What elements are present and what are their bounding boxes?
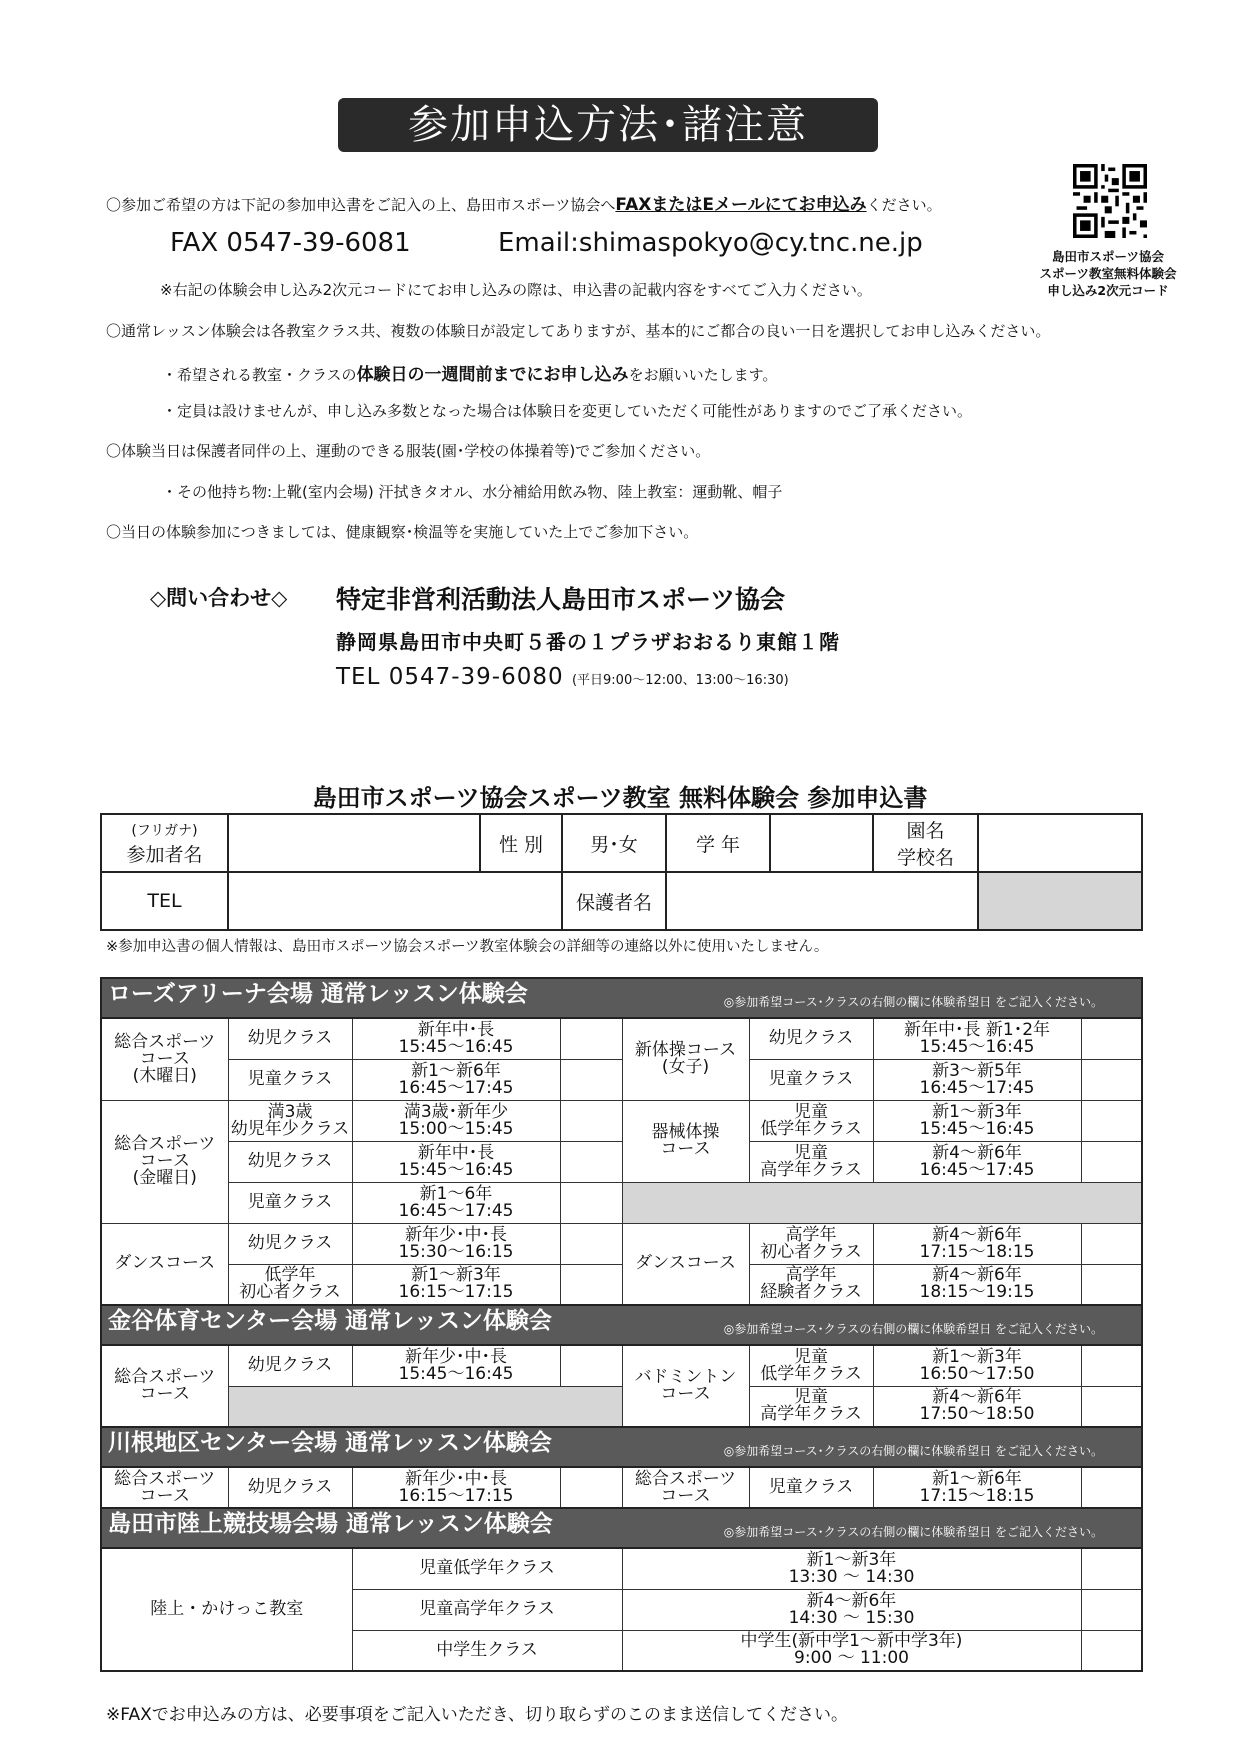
class-line: 児童 [794, 1387, 828, 1408]
class-name [228, 1100, 352, 1141]
course-name: 陸上・かけっこ教室 [101, 1548, 352, 1671]
course-name [622, 1100, 749, 1182]
class-line: 初心者クラス [760, 1241, 862, 1262]
class-time [352, 1018, 560, 1059]
class-name: 児童クラス [228, 1059, 352, 1100]
section-note: ◎参加希望コース･クラスの右側の欄に体験希望日 をご記入ください。 [723, 1321, 1104, 1336]
qr-caption [1018, 248, 1198, 299]
section-title: ローズアリーナ会場 通常レッスン体験会 [108, 980, 528, 1007]
class-time [352, 1100, 560, 1141]
section-header [101, 978, 1142, 1018]
class-time [622, 1589, 1081, 1630]
class-time [873, 1264, 1081, 1305]
class-line: 初心者クラス [239, 1282, 341, 1303]
course-line: 総合スポーツ [114, 1367, 216, 1387]
grade-label: 学 年 [666, 814, 770, 872]
class-hours: 15:45～16:45 [398, 1036, 514, 1057]
instruction-line [162, 360, 777, 385]
section-header [101, 1427, 1142, 1467]
gender-label: 性 別 [480, 814, 562, 872]
class-time [352, 1182, 560, 1223]
class-line: 児童 [794, 1101, 828, 1122]
class-hours: 16:15～17:15 [398, 1282, 514, 1303]
class-hours: 16:15～17:15 [398, 1485, 514, 1506]
class-time [352, 1141, 560, 1182]
date-field[interactable] [560, 1264, 622, 1305]
course-line: (木曜日) [132, 1065, 197, 1086]
class-grade: 新4～新6年 [932, 1142, 1022, 1163]
class-hours: 15:45～16:45 [398, 1159, 514, 1180]
class-time [873, 1345, 1081, 1386]
shaded-cell [978, 872, 1142, 930]
class-time [873, 1223, 1081, 1264]
section-title: 川根地区センター会場 通常レッスン体験会 [108, 1429, 552, 1456]
date-field[interactable] [1081, 1630, 1142, 1671]
class-line: 児童 [794, 1142, 828, 1163]
class-hours: 9:00 ～ 11:00 [794, 1648, 909, 1669]
course-line: コース [139, 1151, 190, 1171]
course-name [101, 1467, 228, 1508]
class-line: 児童 [794, 1346, 828, 1367]
schedule-table [100, 977, 1143, 1672]
class-grade: 満3歳･新年少 [403, 1101, 509, 1122]
course-line: 器械体操 [651, 1122, 720, 1142]
class-time [352, 1345, 560, 1386]
date-field[interactable] [1081, 1223, 1142, 1264]
tel-field[interactable] [228, 872, 562, 930]
date-field[interactable] [1081, 1059, 1142, 1100]
name-label [101, 814, 228, 872]
class-line: 幼児年少クラス [230, 1118, 350, 1139]
class-line: 満3歳 [267, 1101, 313, 1122]
course-name [101, 1100, 228, 1223]
contact-tel [336, 664, 789, 690]
instruction-text-end: ください。 [866, 196, 942, 214]
class-name [749, 1386, 873, 1427]
class-line: 高学年クラス [760, 1159, 862, 1180]
course-name [101, 1018, 228, 1100]
course-line: (金曜日) [132, 1168, 197, 1188]
date-field[interactable] [1081, 1141, 1142, 1182]
qr-caption-line: スポーツ教室無料体験会 [1039, 266, 1177, 281]
class-name [749, 1264, 873, 1305]
date-field[interactable] [1081, 1345, 1142, 1386]
school-label-line: 園名 [906, 820, 945, 842]
qr-caption-line: 申し込み2次元コード [1047, 283, 1169, 298]
course-line: 総合スポーツ [114, 1134, 216, 1154]
class-grade: 新4～新6年 [932, 1265, 1022, 1286]
class-time [873, 1059, 1081, 1100]
qr-note: ※右記の体験会申し込み2次元コードにてお申し込みの際は、申込書の記載内容をすべてご入力ください。 [160, 281, 872, 299]
furigana-label: (フリガナ) [131, 822, 198, 839]
instruction-line: ・その他持ち物:上靴(室内会場) 汗拭きタオル、水分補給用飲み物、陸上教室：運動靴、帽子 [162, 483, 783, 501]
class-time [873, 1100, 1081, 1141]
class-hours: 16:45～17:45 [919, 1077, 1035, 1098]
class-grade: 新1～新3年 [932, 1346, 1022, 1367]
class-line: 低学年クラス [760, 1363, 862, 1384]
section-title: 金谷体育センター会場 通常レッスン体験会 [108, 1307, 552, 1334]
class-name: 幼児クラス [228, 1345, 352, 1386]
instruction-line: 〇体験当日は保護者同伴の上、運動のできる服装(園･学校の体操着等)でご参加ください。 [106, 442, 711, 460]
school-label-line: 学校名 [896, 847, 954, 869]
course-line: コース [660, 1384, 711, 1404]
form-title: 島田市スポーツ協会スポーツ教室 無料体験会 参加申込書 [312, 784, 928, 812]
class-grade: 新年少･中･長 [405, 1468, 507, 1489]
instruction-text: 〇参加ご希望の方は下記の参加申込書をご記入の上、島田市スポーツ協会へ [106, 196, 616, 214]
class-name: 幼児クラス [228, 1018, 352, 1059]
date-field[interactable] [560, 1223, 622, 1264]
class-grade: 新年少･中･長 [405, 1346, 507, 1367]
instruction-line: 〇通常レッスン体験会は各教室クラス共、複数の体験日が設定してありますが、基本的にご都合の良い一日を選択してお申し込みください。 [106, 322, 1051, 340]
date-field[interactable] [1081, 1264, 1142, 1305]
class-hours: 15:45～16:45 [919, 1036, 1035, 1057]
date-field[interactable] [560, 1141, 622, 1182]
class-time [352, 1059, 560, 1100]
class-hours: 15:45～16:45 [919, 1118, 1035, 1139]
school-field[interactable] [978, 814, 1142, 872]
shaded-cell [228, 1386, 622, 1427]
instruction-line: ・定員は設けませんが、申し込み多数となった場合は体験日を変更していただく可能性がありますのでご了承ください。 [162, 402, 973, 420]
date-field[interactable] [1081, 1386, 1142, 1427]
class-hours: 15:45～16:45 [398, 1363, 514, 1384]
class-name: 児童高学年クラス [352, 1589, 622, 1630]
class-hours: 15:00～15:45 [398, 1118, 514, 1139]
instruction-emphasis: FAXまたはEメールにてお申込み [615, 195, 867, 215]
class-grade: 新3～新5年 [932, 1060, 1022, 1081]
qr-caption-line: 島田市スポーツ協会 [1051, 249, 1164, 264]
application-form [100, 813, 1143, 931]
date-field[interactable] [560, 1100, 622, 1141]
section-title: 島田市陸上競技場会場 通常レッスン体験会 [108, 1510, 553, 1537]
participant-label: 参加者名 [126, 843, 203, 866]
course-name [622, 1018, 749, 1100]
class-grade: 中学生(新中学1～新中学3年) [740, 1631, 963, 1652]
class-hours: 14:30 ～ 15:30 [788, 1607, 915, 1628]
course-line: コース [660, 1485, 711, 1506]
class-name: 児童クラス [228, 1182, 352, 1223]
guardian-field[interactable] [666, 872, 978, 930]
class-name [749, 1345, 873, 1386]
section-header [101, 1305, 1142, 1345]
date-field[interactable] [1081, 1589, 1142, 1630]
privacy-note: ※参加申込書の個人情報は、島田市スポーツ協会スポーツ教室体験会の詳細等の連絡以外に使用いたしません。 [106, 939, 829, 955]
class-grade: 新4～新6年 [932, 1387, 1022, 1408]
class-grade: 新年中･長 [417, 1019, 495, 1040]
class-time [873, 1467, 1081, 1508]
class-grade: 新1～新3年 [806, 1549, 897, 1570]
class-name: 幼児クラス [749, 1018, 873, 1059]
class-hours: 16:45～17:45 [919, 1159, 1035, 1180]
class-time [352, 1264, 560, 1305]
class-grade: 新年中･長 [417, 1142, 495, 1163]
class-grade: 新1～新6年 [411, 1060, 501, 1081]
class-hours: 16:50～17:50 [919, 1363, 1035, 1384]
class-name: 幼児クラス [228, 1467, 352, 1508]
class-time [622, 1548, 1081, 1589]
gender-field[interactable]: 男･女 [562, 814, 666, 872]
class-name: 中学生クラス [352, 1630, 622, 1671]
section-note: ◎参加希望コース･クラスの右側の欄に体験希望日 をご記入ください。 [723, 994, 1104, 1009]
class-grade: 新年少･中･長 [405, 1224, 507, 1245]
class-line: 高学年 [785, 1265, 837, 1286]
class-line: 高学年クラス [760, 1404, 862, 1425]
class-time [622, 1630, 1081, 1671]
class-name: 幼児クラス [228, 1141, 352, 1182]
course-line: バドミントン [634, 1367, 737, 1387]
class-name [749, 1141, 873, 1182]
contact-organization: 特定非営利活動法人島田市スポーツ協会 [336, 585, 786, 614]
instruction-text-end: をお願いいたします。 [628, 366, 778, 384]
class-name [228, 1264, 352, 1305]
course-name: ダンスコース [622, 1223, 749, 1305]
class-line: 高学年 [785, 1224, 837, 1245]
instruction-text: ・希望される教室・クラスの [162, 366, 357, 384]
date-field[interactable] [560, 1018, 622, 1059]
class-hours: 18:15～19:15 [919, 1282, 1035, 1303]
date-field[interactable] [1081, 1467, 1142, 1508]
class-line: 低学年クラス [760, 1118, 862, 1139]
page-title: 参加申込方法･諸注意 [338, 98, 878, 152]
shaded-cell [622, 1182, 1142, 1223]
course-line: 総合スポーツ [114, 1468, 216, 1489]
course-line: 新体操コース [634, 1040, 737, 1061]
deadline-emphasis: 体験日の一週間前までにお申し込み [356, 365, 629, 385]
date-field[interactable] [560, 1182, 622, 1223]
grade-field[interactable] [770, 814, 873, 872]
course-line: 総合スポーツ [114, 1031, 216, 1052]
class-name: 児童低学年クラス [352, 1548, 622, 1589]
class-name [749, 1100, 873, 1141]
footer-note: ※FAXでお申込みの方は、必要事項をご記入いただき、切り取らずのこのまま送信してください。 [106, 1705, 849, 1725]
class-name: 幼児クラス [228, 1223, 352, 1264]
class-time [873, 1141, 1081, 1182]
school-label [873, 814, 978, 872]
class-grade: 新1～6年 [419, 1183, 493, 1204]
course-name: ダンスコース [101, 1223, 228, 1305]
class-grade: 新年中･長 新1･2年 [903, 1019, 1051, 1040]
course-line: (女子) [661, 1057, 710, 1078]
class-name: 児童クラス [749, 1059, 873, 1100]
class-line: 低学年 [264, 1265, 316, 1286]
section-header [101, 1508, 1142, 1548]
date-field[interactable] [560, 1345, 622, 1386]
class-name [749, 1223, 873, 1264]
class-hours: 17:50～18:50 [919, 1404, 1035, 1425]
class-hours: 17:15～18:15 [919, 1241, 1035, 1262]
qr-code-icon [1073, 163, 1147, 239]
contact-address: 静岡県島田市中央町５番の１プラザおおるり東館１階 [336, 630, 840, 654]
date-field[interactable] [1081, 1548, 1142, 1589]
contact-hours: (平日9:00～12:00、13:00～16:30) [571, 673, 789, 688]
instruction-line [106, 190, 942, 215]
class-name: 児童クラス [749, 1467, 873, 1508]
class-grade: 新1～新3年 [411, 1265, 501, 1286]
date-field[interactable] [1081, 1100, 1142, 1141]
course-name [622, 1467, 749, 1508]
class-grade: 新1～新3年 [932, 1101, 1022, 1122]
tel-label: TEL [101, 872, 228, 930]
section-note: ◎参加希望コース･クラスの右側の欄に体験希望日 をご記入ください。 [723, 1443, 1104, 1458]
class-hours: 13:30 ～ 14:30 [788, 1566, 915, 1587]
course-line: コース [139, 1384, 190, 1404]
date-field[interactable] [1081, 1018, 1142, 1059]
class-grade: 新4～新6年 [806, 1590, 897, 1611]
course-line: コース [139, 1485, 190, 1506]
guardian-label: 保護者名 [562, 872, 666, 930]
email-address: Email:shimaspokyo@cy.tnc.ne.jp [498, 228, 923, 258]
class-time [873, 1386, 1081, 1427]
class-hours: 16:45～17:45 [398, 1077, 514, 1098]
date-field[interactable] [560, 1467, 622, 1508]
course-line: 総合スポーツ [634, 1468, 737, 1489]
class-hours: 17:15～18:15 [919, 1485, 1035, 1506]
fax-number: FAX 0547-39-6081 [170, 228, 411, 258]
contact-tel-number: TEL 0547-39-6080 [336, 664, 564, 690]
class-grade: 新1～新6年 [932, 1468, 1022, 1489]
course-line: コース [139, 1048, 190, 1069]
course-line: コース [660, 1139, 711, 1159]
contact-label: ◇問い合わせ◇ [150, 586, 288, 610]
date-field[interactable] [560, 1059, 622, 1100]
course-name [622, 1345, 749, 1427]
class-line: 経験者クラス [760, 1282, 862, 1303]
class-time [352, 1223, 560, 1264]
class-hours: 16:45～17:45 [398, 1200, 514, 1221]
class-time [873, 1018, 1081, 1059]
name-field[interactable] [228, 814, 480, 872]
class-time [352, 1467, 560, 1508]
class-grade: 新4～新6年 [932, 1224, 1022, 1245]
section-note: ◎参加希望コース･クラスの右側の欄に体験希望日 をご記入ください。 [723, 1524, 1104, 1539]
instruction-line: 〇当日の体験参加につきましては、健康観察･検温等を実施していた上でご参加下さい。 [106, 523, 699, 541]
course-name [101, 1345, 228, 1427]
class-hours: 15:30～16:15 [398, 1241, 514, 1262]
